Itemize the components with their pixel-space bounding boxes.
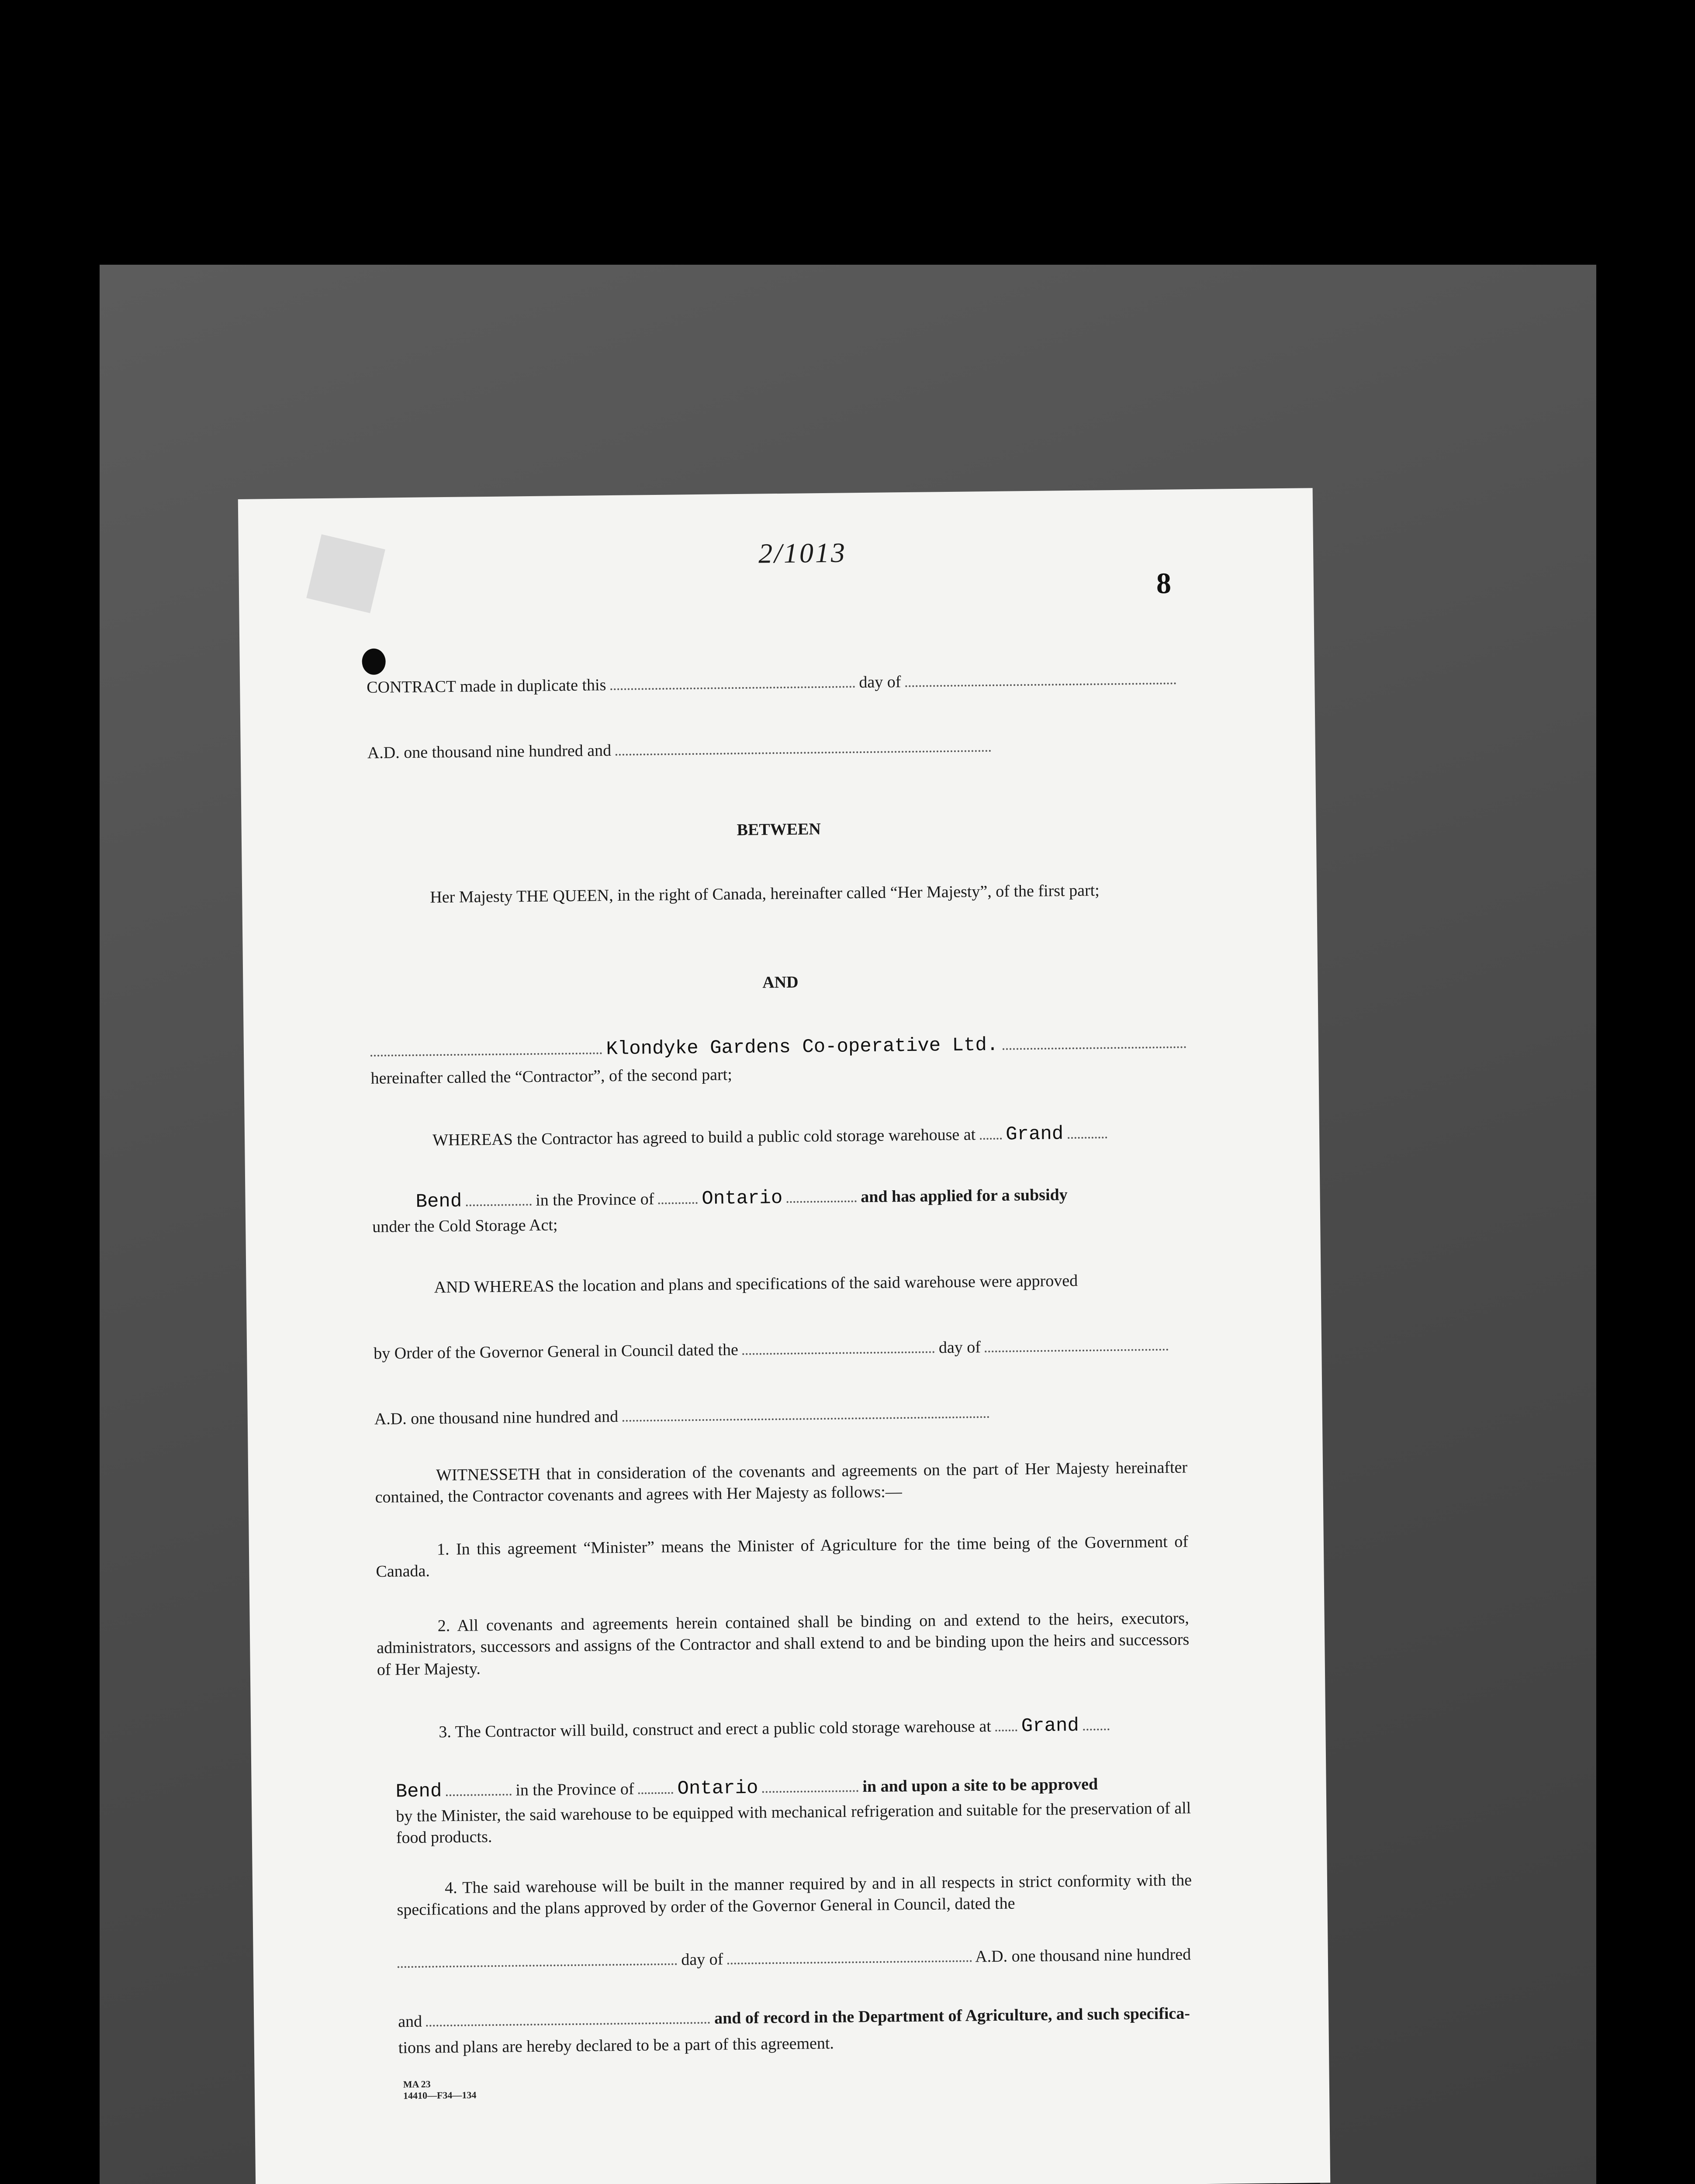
- subsidy-text: and has applied for a subsidy: [861, 1185, 1068, 1206]
- ad-year-blank: [616, 750, 991, 756]
- order-day-of: day of: [938, 1338, 981, 1357]
- contract-page: [238, 488, 1330, 2184]
- clause-3-place-trail: [1083, 1728, 1109, 1731]
- order-month-blank: [985, 1349, 1168, 1352]
- clause-2: 2. All covenants and agreements herein contained shall be binding on and extend to the heirs, executors, administrators, successors and assigns of the Contractor and shall extend to and be binding upon the heirs and successors of Her Majesty.: [377, 1609, 1190, 1679]
- clause-3-place-blank: [995, 1729, 1017, 1731]
- clause-4-day-of: day of: [681, 1950, 723, 1969]
- ad-label: A.D. one thousand nine hundred and: [367, 741, 612, 762]
- paper-tab: [306, 534, 385, 613]
- clause-4-day-blank: [398, 1963, 677, 1968]
- contract-date-line: [240, 666, 1330, 700]
- punch-hole: [362, 648, 386, 675]
- contract-day-blank: [610, 686, 855, 690]
- contract-label: CONTRACT made in duplicate this: [367, 676, 606, 697]
- clause-4-end: tions and plans are hereby declared to be a part of this agreement.: [398, 2034, 834, 2057]
- order-text: by Order of the Governor General in Council dated the: [374, 1341, 739, 1363]
- order-day-blank: [742, 1351, 934, 1355]
- clause-3-in-province: in the Province of: [515, 1780, 634, 1800]
- form-code-sub: 14410—F34—134: [403, 2089, 477, 2101]
- clause-4-record: and of record in the Department of Agriculture, and such specifica-: [714, 2004, 1190, 2028]
- handwritten-file-number: 2/1013: [758, 537, 847, 569]
- clause-4-ad: A.D. one thousand nine hundred: [975, 1945, 1191, 1966]
- clause-3-bend: Bend: [395, 1780, 442, 1803]
- day-of-label: day of: [859, 673, 901, 692]
- form-code-main: MA 23: [403, 2078, 431, 2090]
- clause-3-grand: Grand: [1021, 1714, 1079, 1738]
- contractor-lead-blank: [370, 1052, 602, 1057]
- clause-3-ontario: Ontario: [677, 1777, 758, 1800]
- place-bend: Bend: [415, 1190, 462, 1213]
- place-grand: Grand: [1005, 1123, 1064, 1146]
- clause-4-and: and: [398, 2012, 422, 2031]
- order-line: [247, 1332, 1330, 1366]
- clause-4-year-blank: [426, 2022, 710, 2027]
- clause-3-line: [251, 1709, 1330, 1747]
- place-blank-trail: [1068, 1137, 1107, 1139]
- clause-3-province-trail: [762, 1790, 858, 1793]
- clause-1: 1. In this agreement “Minister” means the Minister of Agriculture for the time being of the Government of Canada.: [376, 1532, 1189, 1581]
- clause-4: 4. The said warehouse will be built in the manner required by and in all respects in strict conformity with the specifications and the plans approved by order of the Governor General in Council, dated the: [397, 1871, 1192, 1919]
- in-province-label: in the Province of: [536, 1190, 654, 1209]
- whereas-text: WHEREAS the Contractor has agreed to build a public cold storage warehouse at: [432, 1125, 976, 1150]
- bend-blank: [466, 1204, 532, 1206]
- province-trail-blank: [787, 1200, 857, 1203]
- between-heading: BETWEEN: [737, 820, 821, 840]
- whereas-line: [245, 1117, 1330, 1155]
- clause-4-month-blank: [727, 1960, 972, 1965]
- place-blank-lead: [980, 1138, 1002, 1140]
- order-ad-line: [248, 1397, 1331, 1431]
- order-ad-label: A.D. one thousand nine hundred and: [374, 1407, 619, 1428]
- clause-3-bend-blank: [446, 1794, 512, 1797]
- clause-3-intro: 3. The Contractor will build, construct and erect a public cold storage warehouse at: [439, 1717, 991, 1742]
- her-majesty-paragraph: Her Majesty THE QUEEN, in the right of Canada, hereinafter called “Her Majesty”, of the first part;: [430, 881, 1100, 907]
- and-heading: AND: [762, 973, 799, 992]
- clause-3-rest: by the Minister, the said warehouse to be equipped with mechanical refrigeration and suitable for the preservation of all food products.: [396, 1799, 1191, 1847]
- province-lead-blank: [658, 1202, 698, 1204]
- clause-3-site: in and upon a site to be approved: [862, 1775, 1098, 1796]
- clause-3-province-lead: [638, 1792, 673, 1794]
- contractor-description: hereinafter called the “Contractor”, of the second part;: [370, 1065, 732, 1088]
- witnesseth-paragraph: WITNESSETH that in consideration of the covenants and agreements on the part of Her Majesty hereinafter contained, the Contractor covenants and agrees with Her Majesty as follows:—: [375, 1458, 1188, 1507]
- ad-year-line: [241, 731, 1331, 765]
- contractor-trail-blank: [1003, 1046, 1186, 1050]
- contract-month-blank: [905, 683, 1176, 687]
- form-code: [403, 2078, 477, 2102]
- province-ontario: Ontario: [702, 1187, 783, 1210]
- and-whereas-line: AND WHEREAS the location and plans and specifications of the said warehouse were approved: [434, 1271, 1078, 1297]
- contractor-name: Klondyke Gardens Co-operative Ltd.: [606, 1034, 999, 1061]
- clause-4-date-line: [253, 1941, 1331, 1976]
- cold-storage-act-line: under the Cold Storage Act;: [372, 1216, 558, 1236]
- order-ad-blank: [623, 1416, 989, 1422]
- page-number: 8: [1156, 566, 1172, 600]
